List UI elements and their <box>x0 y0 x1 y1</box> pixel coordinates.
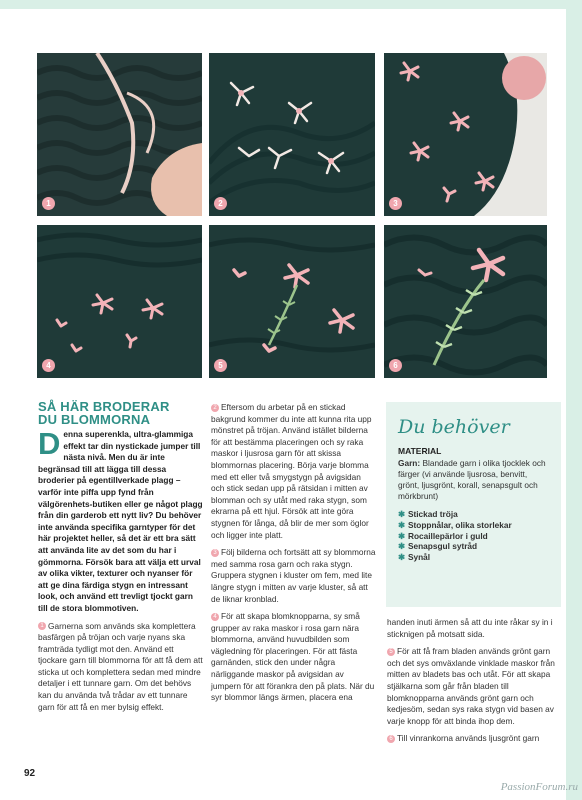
photo-number-badge: 4 <box>42 359 55 372</box>
step-1-paragraph: 1 Garnerna som används ska komplettera basfärgen på tröjan och varje nyans ska framträda tydligt mot den. Använd ett tjockare garn till blommorna för att få dem att sticka ut och komplettera sedan med mindre detaljer i ett tunnare garn. Om det behövs kan du använda två trådar av ett tunnare garn för att få en mer bylsig effekt. <box>38 620 203 712</box>
photo-step-3 <box>384 53 547 216</box>
page-number: 92 <box>24 768 36 779</box>
materials-title: Du behöver <box>398 416 510 438</box>
photo-number-badge: 6 <box>389 359 402 372</box>
list-item: ✱ Senapsgul sytråd <box>398 541 478 552</box>
step-number-badge: 3 <box>211 549 219 557</box>
drop-cap: D <box>38 426 61 461</box>
top-decor-stripe <box>0 0 582 9</box>
intro-paragraph: Denna superenkla, ultra-glammiga effekt tar din nystickade jumper till nästa nivå. Men du är inte begränsad till att lägga till dessa broderier på egentillverkade plagg – varför inte piffa upp fynd från välgörenhets-butiken eller ge något plagg från din garderob ett nytt liv? Du behöver inte använda specifika garntyper för det här projektet heller, så det är ett bra sätt att använda lite av det som du har i gömmorna. Försök bara att välja ett urval av olika vikter, texturer och nyanser för att ge dina färdiga stygn en intressant look, och använd ett trevligt tjockt garn till de stora blommotiven. <box>38 426 203 613</box>
step-number-badge: 5 <box>387 648 395 656</box>
asterisk-icon: ✱ <box>398 530 405 541</box>
column-2 <box>211 402 376 710</box>
watermark: PassionForum.ru <box>500 781 578 793</box>
asterisk-icon: ✱ <box>398 509 405 519</box>
step-number-badge: 1 <box>38 622 46 630</box>
asterisk-icon: ✱ <box>398 552 405 563</box>
step-number-badge: 6 <box>387 735 395 743</box>
photo-step-5 <box>209 225 375 378</box>
list-item: ✱ Rocaillepärlor i guld <box>398 530 488 541</box>
photo-number-badge: 3 <box>389 197 402 210</box>
material-heading: MATERIAL <box>398 446 442 456</box>
step-5-paragraph: 5 För att få fram bladen används grönt garn och det sys omväxlande vinklade maskor från mitten av bladets bas och utåt. För att skapa stjälkarna som går från bladen till blomknopparna används grönt garn och kedjesöm, sedan sys raka stygn vid basen av varje knopp för att binda ihop dem. <box>387 646 555 726</box>
asterisk-icon: ✱ <box>398 519 405 530</box>
list-item: ✱ Stoppnålar, olika storlekar <box>398 519 512 530</box>
step-number-badge: 2 <box>211 404 219 412</box>
photo-step-2 <box>209 53 375 216</box>
photo-number-badge: 5 <box>214 359 227 372</box>
materials-list <box>398 509 549 563</box>
step-3-paragraph: 3 Följ bilderna och fortsätt att sy blommorna med samma rosa garn och raka stygn. Gruppera stygnen i kluster om fem, med lite längre stygn i mitten av varje kluster, så att de liknar kronblad. <box>211 547 376 604</box>
step-6-paragraph: 6 Till vinrankorna används ljusgrönt garn <box>387 733 559 745</box>
list-item: ✱ Synål <box>398 552 431 563</box>
photo-step-1 <box>37 53 202 216</box>
step-number-badge: 4 <box>211 613 219 621</box>
column-1 <box>38 400 203 719</box>
photo-step-4 <box>37 225 202 378</box>
list-item: ✱ Stickad tröja <box>398 509 458 519</box>
materials-box <box>386 402 561 607</box>
step-4-continuation: handen inuti ärmen så att du inte råkar sy in i sticknigen på motsatt sida. <box>387 617 553 639</box>
side-decor-stripe <box>566 0 582 800</box>
material-yarn: Garn: Blandade garn i olika tjocklek och färger (vi använde ljusrosa, benvitt, grönt, ljusgrönt, korall, senapsgult och mörkbrunt) <box>398 458 546 501</box>
step-2-paragraph: 2 Eftersom du arbetar på en stickad bakgrund kommer du inte att kunna rita upp mönstret på tröjan. Använd istället bilderna för att bestämma placeringen och sy raka maskor i ljusrosa garn för att skissa blommornas placering. Börja varje blomma med ett eller två smygstygn på avigsidan och stick sedan upp på rätsidan i mitten av blomman och sy utåt med raka stygn, som ekrarna på ett hjul. Försök att inte göra stygnen för långa, då blir de mer som öglor och ligger inte platt. <box>211 402 372 540</box>
photo-step-6 <box>384 225 547 378</box>
column-3 <box>387 617 559 751</box>
photo-number-badge: 1 <box>42 197 55 210</box>
section-heading: SÅ HÄR BRODERAR DU BLOMMORNA <box>38 399 170 427</box>
asterisk-icon: ✱ <box>398 541 405 552</box>
photo-number-badge: 2 <box>214 197 227 210</box>
step-4-paragraph: 4 För att skapa blomknopparna, sy små grupper av raka maskor i rosa garn nära blommorna, använd huvudbilden som vägledning för placeringen. För att fästa garnänden, stick den under några närliggande maskor på avigsidan av jumpern för att förankra den på plats. När du syr blommor längs ärmen, placera ena <box>211 611 375 703</box>
